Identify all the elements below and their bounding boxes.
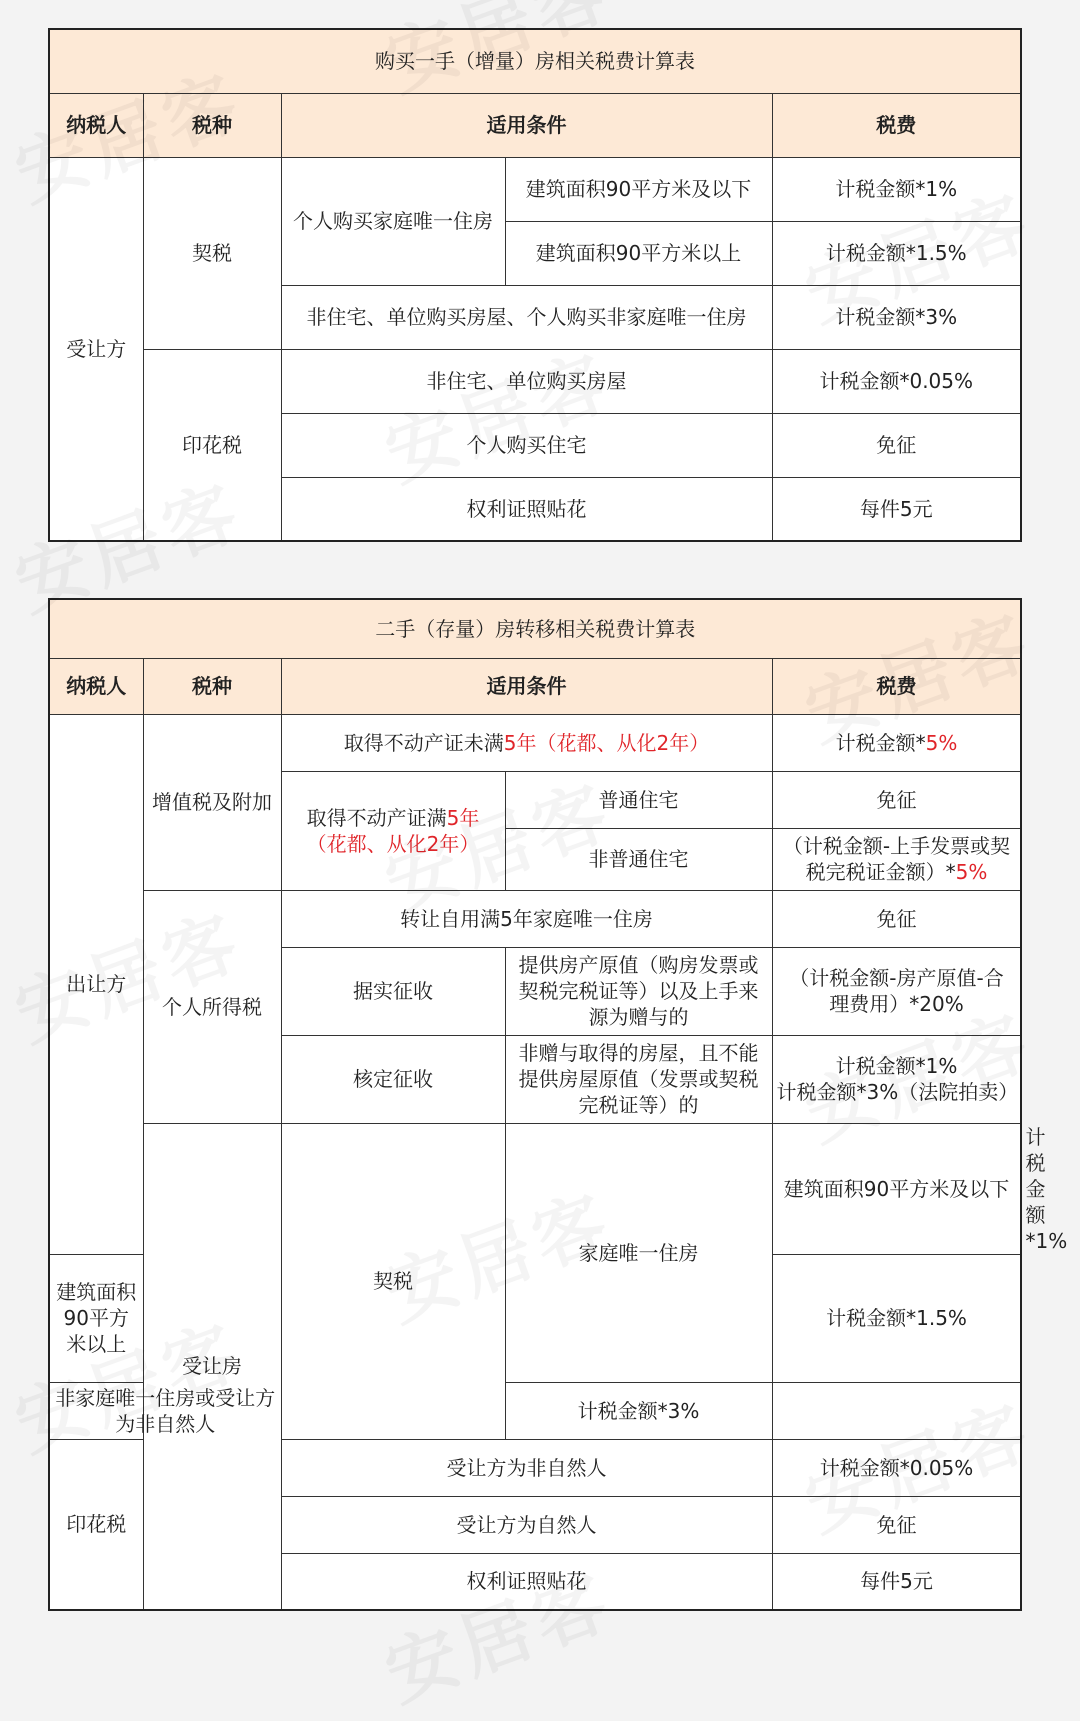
tax-type-deed: 契税: [281, 1123, 505, 1439]
fee-under-5-years: [772, 714, 1021, 771]
condition-actual-levy: 据实征收: [281, 947, 505, 1035]
condition-cert-stamp: 权利证照贴花: [281, 477, 772, 541]
condition-unique-home: 个人购买家庭唯一住房: [281, 157, 505, 285]
tax-type-stamp: 印花税: [49, 1439, 143, 1610]
header-tax-type: 税种: [143, 658, 281, 714]
actual-fee-line2: 理费用）*20%: [829, 992, 964, 1016]
fee-unique-home-5y: 免征: [772, 890, 1021, 947]
tax-type-income: 个人所得税: [143, 890, 281, 1123]
fee-natural-person: 免征: [772, 1496, 1021, 1553]
condition-over-5-years-red: 5年: [446, 805, 480, 830]
fee-non-ordinary-line2: 税完税证金额）*: [805, 860, 956, 884]
header-taxpayer: 纳税人: [49, 658, 143, 714]
condition-ordinary-residential: 普通住宅: [505, 771, 772, 828]
actual-cond-line3: 源为赠与的: [588, 1005, 689, 1029]
header-taxpayer: 纳税人: [49, 93, 143, 157]
taxpayer-buyer: 受让房: [143, 1123, 281, 1610]
fee-personal-residential: 免征: [772, 413, 1021, 477]
condition-actual-levy-detail: [505, 947, 772, 1035]
fee-non-ordinary-red: 5%: [955, 860, 988, 884]
taxpayer-seller: 出让方: [49, 714, 143, 1254]
condition-over-5-years-text: 取得不动产证满: [306, 805, 447, 830]
condition-area-above-90: 建筑面积90平方米以上: [49, 1254, 143, 1382]
table-title: 购买一手（增量）房相关税费计算表: [49, 29, 1021, 93]
condition-unique-home: 家庭唯一住房: [505, 1123, 772, 1382]
condition-assessed-levy-detail: [505, 1035, 772, 1123]
fee-non-ordinary-line1: （计税金额-上手发票或契: [782, 834, 1011, 858]
assessed-cond-line3: 完税证等）的: [578, 1093, 699, 1117]
fee-other-purchase: 计税金额*3%: [772, 285, 1021, 349]
assessed-fee-line1: 计税金额*1%: [835, 1054, 958, 1078]
tax-type-stamp: 印花税: [143, 349, 281, 541]
header-fee: 税费: [772, 658, 1021, 714]
condition-under-5-years-text: 取得不动产证未满: [343, 730, 504, 755]
assessed-fee-line2: 计税金额*3%（法院拍卖）: [776, 1080, 1019, 1104]
actual-cond-line1: 提供房产原值（购房发票或: [518, 953, 759, 977]
second-hand-tax-table: 二手（存量）房转移相关税费计算表 纳税人 税种 适用条件 税费 出让方 增值税及附加 取得不动产证未满5年（花都、从化2年） 计税金额*5% 取得不动产证满5年 （花都、从化2年） 普通住宅 免征 非普通住宅 （计税金额-上手发票或契 税完税证金额）*5% 个人所得税 转让自用满5年家庭唯一住房 免征 据实征收 提供房产原值（购房发票或 契税完税证等）以及上手来 源为赠与的 （计税金额-房产原值-合 理费用）*20% 核定征收 非赠与取得的房屋，且不能 提供房屋原值（发票或契税 完税证等）的 计税金额*1% 计税金额*3%（法院拍卖） 受让房 契税 家庭唯一住房 建筑面积90平方米及以下 计税金额*1% 建筑面积90平方米以上 计税金额*1.5% 非家庭唯一住房或受让方为非自然人 计税金额*3% 印花税 受让方为非自然人 计税金额*0.05% 受让方为自然人 免征 权利证照贴花 每件5元: [48, 598, 1022, 1611]
tax-type-vat: 增值税及附加: [143, 714, 281, 890]
condition-area-above-90: 建筑面积90平方米以上: [505, 221, 772, 285]
header-conditions: 适用条件: [281, 93, 772, 157]
actual-fee-line1: （计税金额-房产原值-合: [789, 966, 1004, 990]
condition-under-5-years-red: 5年（花都、从化2年）: [503, 730, 710, 755]
condition-area-below-90: 建筑面积90平方米及以下: [772, 1123, 1021, 1254]
condition-area-below-90: 建筑面积90平方米及以下: [505, 157, 772, 221]
fee-under-5-years-text: 计税金额*: [835, 730, 926, 755]
condition-non-residential: 非住宅、单位购买房屋: [281, 349, 772, 413]
header-conditions: 适用条件: [281, 658, 772, 714]
fee-non-natural-person: 计税金额*0.05%: [772, 1439, 1021, 1496]
condition-unique-home-5y: 转让自用满5年家庭唯一住房: [281, 890, 772, 947]
condition-other-purchase: 非住宅、单位购买房屋、个人购买非家庭唯一住房: [281, 285, 772, 349]
header-fee: 税费: [772, 93, 1021, 157]
fee-non-ordinary-residential: [772, 828, 1021, 890]
condition-under-5-years: [281, 714, 772, 771]
fee-area-above-90: 计税金额*1.5%: [772, 221, 1021, 285]
condition-natural-person: 受让方为自然人: [281, 1496, 772, 1553]
condition-over-5-years: [281, 771, 505, 890]
assessed-cond-line2: 提供房屋原值（发票或契税: [518, 1067, 759, 1091]
condition-over-5-years-note: （花都、从化2年）: [306, 831, 480, 856]
actual-cond-line2: 契税完税证等）以及上手来: [518, 979, 759, 1003]
fee-cert-stamp: 每件5元: [772, 1553, 1021, 1610]
header-tax-type: 税种: [143, 93, 281, 157]
fee-non-residential: 计税金额*0.05%: [772, 349, 1021, 413]
taxpayer-buyer: 受让方: [49, 157, 143, 541]
table-title: 二手（存量）房转移相关税费计算表: [49, 599, 1021, 658]
fee-cert-stamp: 每件5元: [772, 477, 1021, 541]
fee-non-unique-home: 计税金额*3%: [505, 1382, 772, 1439]
condition-non-ordinary-residential: 非普通住宅: [505, 828, 772, 890]
fee-area-above-90: 计税金额*1.5%: [772, 1254, 1021, 1382]
fee-under-5-years-red: 5%: [925, 730, 958, 755]
fee-ordinary-residential: 免征: [772, 771, 1021, 828]
condition-non-natural-person: 受让方为非自然人: [281, 1439, 772, 1496]
fee-area-below-90: 计税金额*1%: [772, 157, 1021, 221]
condition-personal-residential: 个人购买住宅: [281, 413, 772, 477]
fee-actual-levy: [772, 947, 1021, 1035]
tax-type-deed: 契税: [143, 157, 281, 349]
condition-cert-stamp: 权利证照贴花: [281, 1553, 772, 1610]
new-home-tax-table: [48, 28, 1022, 542]
assessed-cond-line1: 非赠与取得的房屋，且不能: [518, 1041, 759, 1065]
fee-assessed-levy: [772, 1035, 1021, 1123]
condition-assessed-levy: 核定征收: [281, 1035, 505, 1123]
condition-non-unique-home: 非家庭唯一住房或受让方为非自然人: [49, 1382, 281, 1439]
